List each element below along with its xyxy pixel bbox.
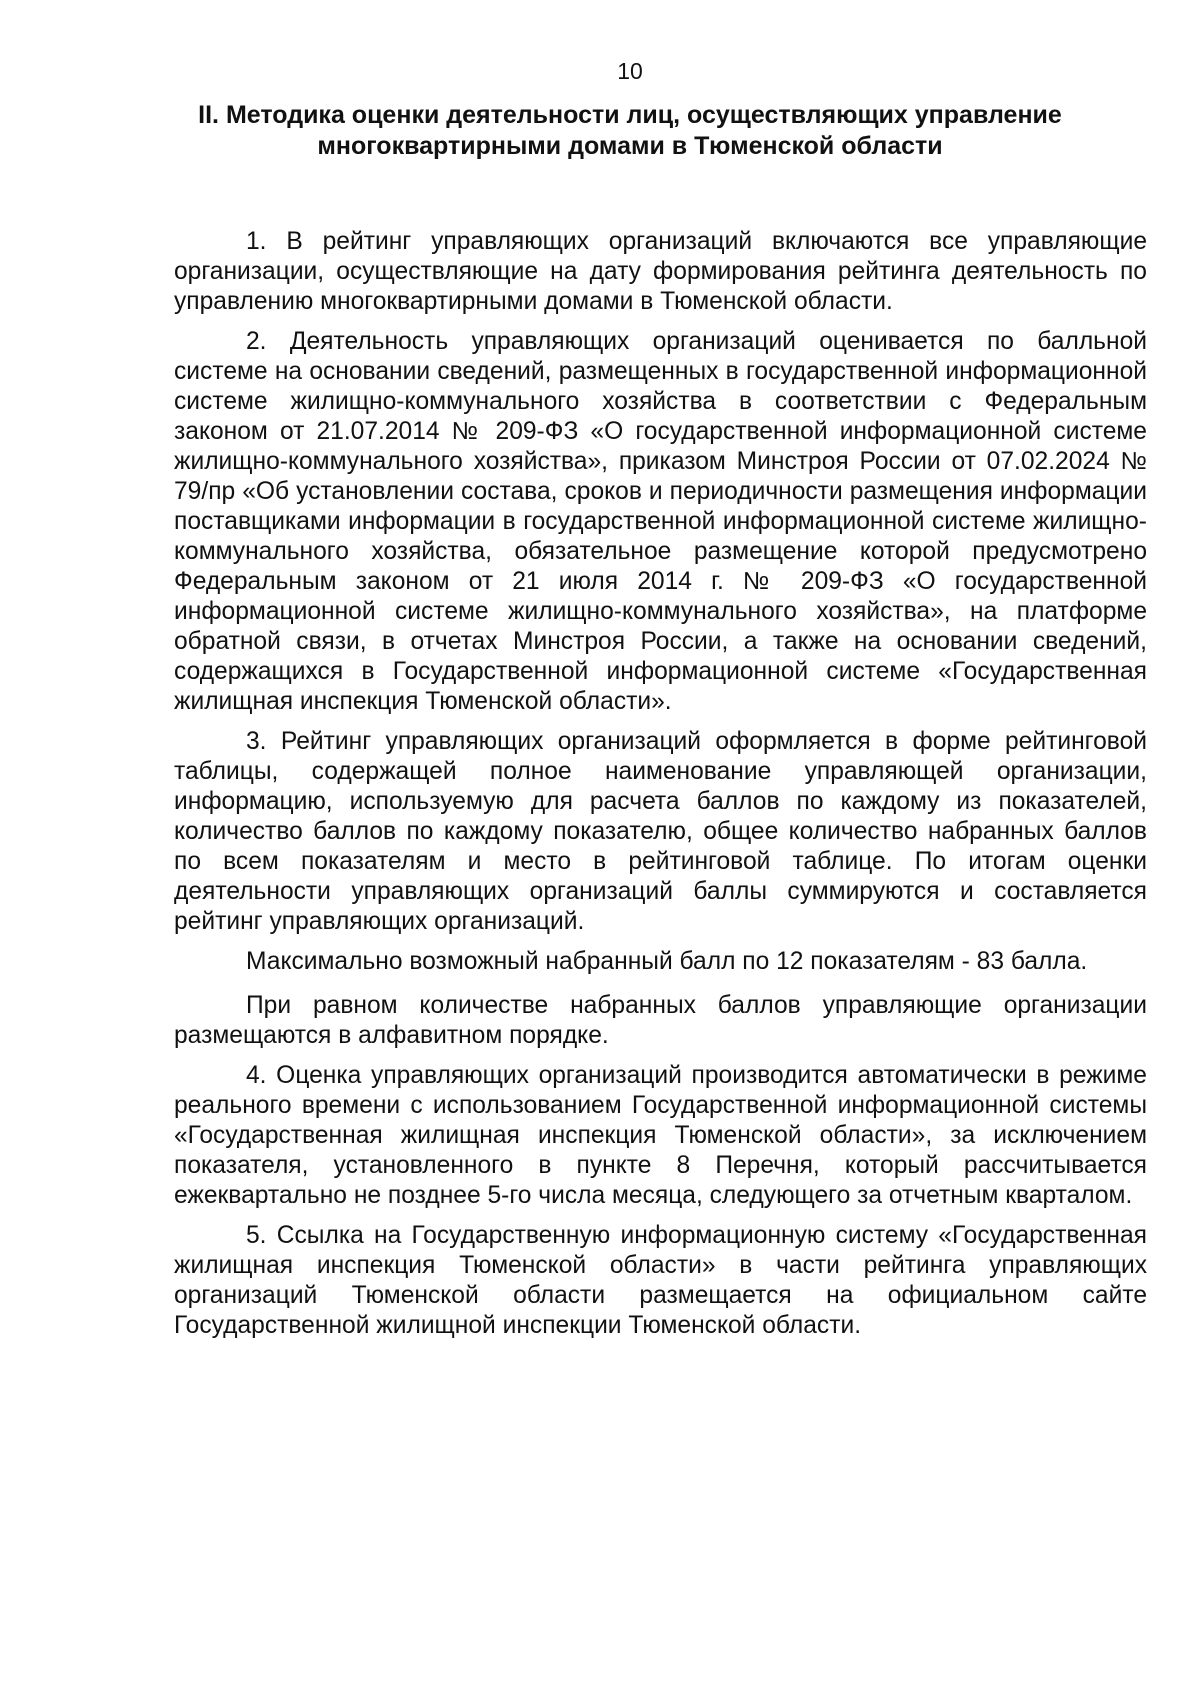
paragraph-1: 1. В рейтинг управляющих организаций включаются все управляющие организации, осуществляющие на дату формирования рейтинга деятельность по управлению многоквартирными домами в Тюменской области.: [174, 228, 1147, 315]
paragraph-2: 2. Деятельность управляющих организаций оценивается по балльной системе на основании сведений, размещенных в государственной информационной системе жилищно-коммунального хозяйства в соответствии с Федеральным законом от 21.07.2014 № 209-ФЗ «О государственной информационной системе жилищно-коммунального хозяйства», приказом Минстроя России от 07.02.2024 № 79/пр «Об установлении состава, сроков и периодичности размещения информации поставщиками информации в государственной информационной системе жилищно-коммунального хозяйства, обязательное размещение которой предусмотрено Федеральным законом от 21 июля 2014 г. № 209-ФЗ «О государственной информационной системе жилищно-коммунального хозяйства», на платформе обратной связи, в отчетах Минстроя России, а также на основании сведений, содержащихся в Государственной информационной системе «Государственная жилищная инспекция Тюменской области».: [174, 328, 1147, 715]
section-heading-line-1: II. Методика оценки деятельности лиц, осуществляющих управление: [198, 101, 1062, 129]
paragraph-4: 4. Оценка управляющих организаций производится автоматически в режиме реального времени с использованием Государственной информационной системы «Государственная жилищная инспекция Тюменской области», за исключением показателя, установленного в пункте 8 Перечня, который рассчитывается ежеквартально не позднее 5-го числа месяца, следующего за отчетным кварталом.: [174, 1062, 1147, 1209]
paragraph-max-score: Максимально возможный набранный балл по 12 показателям - 83 балла.: [246, 948, 1088, 975]
section-heading-line-2: многоквартирными домами в Тюменской области: [317, 132, 943, 160]
paragraph-3: 3. Рейтинг управляющих организаций оформляется в форме рейтинговой таблицы, содержащей полное наименование управляющей организации, информацию, используемую для расчета баллов по каждому из показателей, количество баллов по каждому показателю, общее количество набранных баллов по всем показателям и место в рейтинговой таблице. По итогам оценки деятельности управляющих организаций баллы суммируются и составляется рейтинг управляющих организаций.: [174, 728, 1147, 935]
section-heading: [90, 100, 1110, 162]
page-number: 10: [617, 58, 643, 84]
document-body: [174, 227, 1147, 1351]
paragraph-equal-score: При равном количестве набранных баллов управляющие организации размещаются в алфавитном порядке.: [174, 992, 1147, 1049]
paragraph-5: 5. Ссылка на Государственную информационную систему «Государственная жилищная инспекция Тюменской области» в части рейтинга управляющих организаций Тюменской области размещается на официальном сайте Государственной жилищной инспекции Тюменской области.: [174, 1222, 1147, 1339]
